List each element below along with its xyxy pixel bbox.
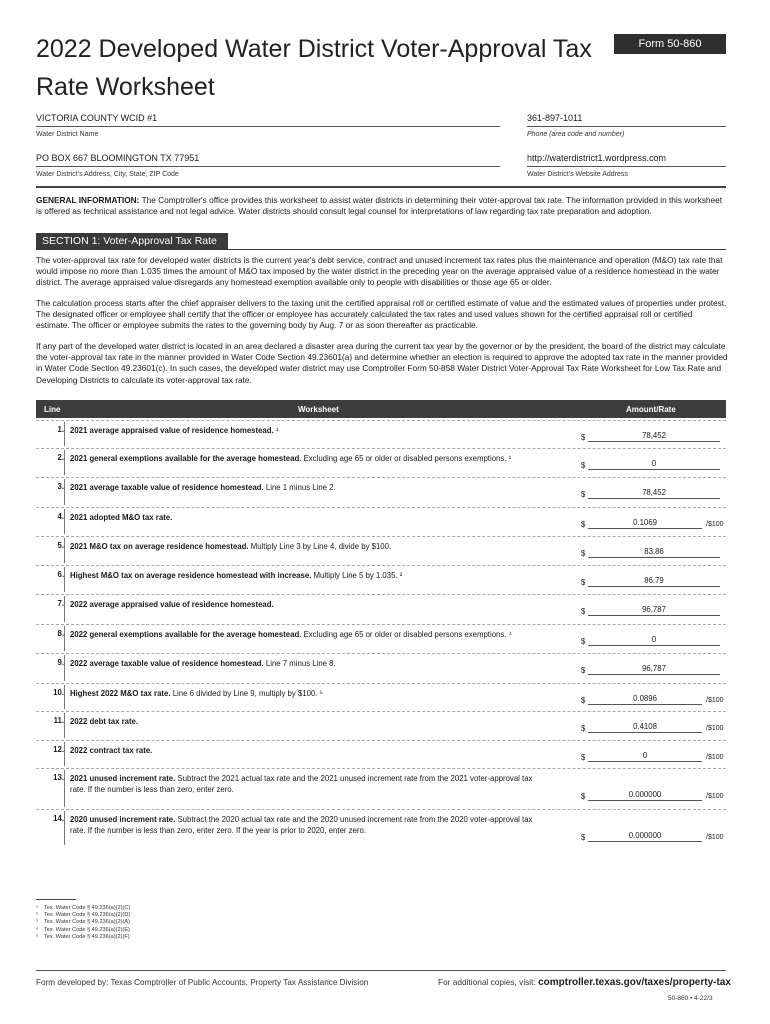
line-instructions: Subtract the 2020 actual tax rate and the 2020 unused increment rate from the 2020 voter-approval tax rate. If the number is less than zero, enter zero. If the year is prior to 2020, enter zero.: [70, 815, 533, 835]
dollar-sign: $: [581, 637, 586, 646]
line-instructions: Multiply Line 5 by 1.035. ²: [311, 571, 403, 580]
row-divider: [36, 768, 726, 769]
general-info-heading: GENERAL INFORMATION:: [36, 195, 140, 205]
amount-field[interactable]: 78,452: [588, 488, 720, 499]
dollar-sign: $: [581, 696, 586, 705]
footnote-mark: ³: [36, 919, 38, 926]
line-number: 1.: [57, 425, 64, 434]
line-instructions: ¹: [273, 426, 279, 435]
footnotes: [36, 905, 130, 941]
line-description: [70, 814, 548, 836]
line-number: 7.: [57, 599, 64, 608]
dollar-sign: $: [581, 833, 586, 842]
footer-copies-prefix: For additional copies, visit:: [438, 977, 536, 987]
phone-label: Phone (area code and number): [527, 131, 625, 138]
row-rule: [64, 450, 65, 475]
dollar-sign: $: [581, 520, 586, 529]
dollar-sign: $: [581, 433, 586, 442]
amount-field[interactable]: 86.79: [588, 576, 720, 587]
footer-credit: Form developed by: Texas Comptroller of Public Accounts, Property Tax Assistance Division: [36, 978, 369, 987]
line-number: 3.: [57, 482, 64, 491]
line-instructions: Line 6 divided by Line 9, multiply by $100. ⁵: [170, 689, 323, 698]
amount-field[interactable]: 78,452: [588, 431, 720, 442]
line-instructions: Excluding age 65 or older or disabled persons exemptions. ¹: [301, 454, 512, 463]
line-description: [70, 599, 548, 610]
amount-field[interactable]: 96,787: [588, 605, 720, 616]
footer-rule: [36, 970, 726, 971]
section-1-heading: SECTION 1: Voter-Approval Tax Rate: [36, 233, 228, 250]
column-header-worksheet: Worksheet: [298, 405, 339, 414]
line-label: 2021 general exemptions available for the average homestead.: [70, 454, 302, 463]
rate-unit: /$100: [706, 793, 724, 800]
line-description: [70, 425, 548, 436]
row-rule: [64, 567, 65, 592]
line-description: [70, 512, 548, 523]
row-rule: [64, 742, 65, 766]
footnote-text: Tex. Water Code § 49.236(a)(2)(E): [44, 926, 130, 933]
address-field[interactable]: [36, 153, 500, 178]
footnote: [36, 934, 130, 941]
rate-unit: /$100: [706, 834, 724, 841]
row-divider: [36, 448, 726, 449]
footnote-mark: ⁴: [36, 926, 39, 933]
footnote: [36, 905, 130, 912]
dollar-sign: $: [581, 490, 586, 499]
row-rule: [64, 422, 65, 446]
line-description: [70, 773, 548, 795]
district-name-value: VICTORIA COUNTY WCID #1: [36, 113, 158, 123]
amount-field[interactable]: 0: [588, 635, 720, 646]
row-divider: [36, 536, 726, 537]
line-number: 14.: [53, 814, 64, 823]
amount-field[interactable]: 0.1069: [588, 518, 702, 529]
form-code: 50-860 • 4-22/3: [668, 995, 713, 1002]
line-description: [70, 658, 548, 669]
line-label: 2021 M&O tax on average residence homestead.: [70, 542, 249, 551]
dollar-sign: $: [581, 578, 586, 587]
footnote: [36, 919, 130, 926]
row-divider: [36, 809, 726, 810]
amount-field[interactable]: 0.000000: [588, 831, 702, 842]
section-rule: [228, 249, 726, 250]
line-description: [70, 716, 548, 727]
dollar-sign: $: [581, 607, 586, 616]
dollar-sign: $: [581, 724, 586, 733]
line-number: 10.: [53, 688, 64, 697]
rate-unit: /$100: [706, 754, 724, 761]
row-rule: [64, 770, 65, 807]
line-label: 2021 average appraised value of residence homestead.: [70, 426, 274, 435]
amount-field[interactable]: 0.0896: [588, 694, 702, 705]
footnote: [36, 912, 130, 919]
address-value: PO BOX 667 BLOOMINGTON TX 77951: [36, 153, 200, 163]
line-instructions: Subtract the 2021 actual tax rate and the 2021 unused increment rate from the 2021 voter-approval tax rate. If the number is less than zero, enter zero.: [70, 774, 533, 794]
section-paragraph-3: If any part of the developed water district is located in an area declared a disaster area during the current tax year by the governor or by the president, the board of the district may calculate the voter-approval tax rate in the manner provided in Water Code Section 49.23601(a) and determine whether an election is required to approve the adopted tax rate in the manner provided in Water Code Section 49.23601(c). In such cases, the developed water district may use Comptroller Form 50-858 Water District Voter-Approval Tax Rate Worksheet for Low Tax Rate and Developing Districts to calculate its voter-approval tax rate.: [36, 341, 728, 385]
footnote-text: Tex. Water Code § 49.236(a)(2)(D): [44, 912, 131, 919]
line-number: 6.: [57, 570, 64, 579]
district-name-field[interactable]: [36, 113, 500, 138]
line-label: 2022 average appraised value of residence homestead.: [70, 600, 274, 609]
rate-unit: /$100: [706, 725, 724, 732]
line-description: [70, 629, 548, 640]
row-divider: [36, 507, 726, 508]
line-label: 2022 contract tax rate.: [70, 746, 153, 755]
row-divider: [36, 711, 726, 712]
address-label: Water District's Address, City, State, ZIP Code: [36, 171, 179, 178]
row-divider: [36, 653, 726, 654]
dollar-sign: $: [581, 666, 586, 675]
website-label: Water District's Website Address: [527, 171, 628, 178]
footnote-text: Tex. Water Code § 49.236(a)(2)(C): [44, 905, 131, 911]
footnote-rule: [36, 899, 76, 900]
amount-field[interactable]: 0: [588, 751, 702, 762]
footnote-mark: ⁵: [36, 933, 39, 940]
line-instructions: Line 1 minus Line 2.: [263, 483, 336, 492]
line-number: 4.: [57, 512, 64, 521]
row-divider: [36, 565, 726, 566]
page-title: 2022 Developed Water District Voter-Approval Tax Rate Worksheet: [36, 35, 592, 101]
phone-field[interactable]: [527, 113, 726, 138]
line-label: 2021 average taxable value of residence homestead.: [70, 483, 264, 492]
line-number: 2.: [57, 453, 64, 462]
line-number: 11.: [53, 716, 64, 725]
footnote-text: Tex. Water Code § 49.236(a)(2)(F): [44, 933, 130, 940]
general-info-text: The Comptroller's office provides this worksheet to assist water districts in determining their voter-approval tax rate. The information provided in this worksheet is offered as technical assistance and not legal advice. Water districts should consult legal counsel for interpretations of law regarding tax rate preparation and adoption.: [36, 195, 723, 217]
row-rule: [64, 685, 65, 709]
line-description: [70, 482, 548, 493]
footnote-mark: ¹: [36, 905, 38, 911]
amount-field[interactable]: 0.4108: [588, 722, 702, 733]
divider: [36, 186, 726, 188]
line-label: 2022 general exemptions available for the average homestead.: [70, 630, 302, 639]
line-label: 2020 unused increment rate.: [70, 815, 176, 824]
row-divider: [36, 420, 726, 421]
rate-unit: /$100: [706, 697, 724, 704]
line-description: [70, 541, 548, 552]
website-field[interactable]: [527, 153, 726, 178]
form-number-badge: Form 50-860: [614, 34, 726, 54]
line-description: [70, 745, 548, 756]
footnote-text: Tex. Water Code § 49.236(a)(2)(A): [44, 919, 130, 926]
line-instructions: Excluding age 65 or older or disabled persons exemptions. ⁴: [301, 630, 512, 639]
comptroller-link[interactable]: comptroller.texas.gov/taxes/property-tax: [538, 977, 731, 988]
line-label: 2021 adopted M&O tax rate.: [70, 513, 173, 522]
line-label: 2022 average taxable value of residence homestead.: [70, 659, 264, 668]
section-paragraph-1: The voter-approval tax rate for developed water districts is the current year's debt service, contract and unused increment tax rates plus the maintenance and operation (M&O) tax rate that would impose no more than 1.035 times the amount of M&O tax imposed by the water district in the preceding year on the average appraised value of a residence homestead in the water district. The average appraised value disregards any homestead exemption available only to people with disabilities or those age 65 or older.: [36, 255, 723, 288]
phone-value: 361-897-1011: [527, 113, 583, 123]
amount-field[interactable]: 96,787: [588, 664, 720, 675]
row-rule: [64, 811, 65, 845]
dollar-sign: $: [581, 549, 586, 558]
row-rule: [64, 538, 65, 563]
row-rule: [64, 509, 65, 534]
row-rule: [64, 626, 65, 651]
line-number: 12.: [53, 745, 64, 754]
website-value: http://waterdistrict1.wordpress.com: [527, 153, 667, 163]
dollar-sign: $: [581, 461, 586, 470]
column-header-line: Line: [44, 405, 61, 414]
amount-field[interactable]: 0.000000: [588, 790, 702, 801]
line-number: 8.: [57, 629, 64, 638]
dollar-sign: $: [581, 753, 586, 762]
amount-field[interactable]: 0: [588, 459, 720, 470]
line-instructions: Multiply Line 3 by Line 4, divide by $100.: [248, 542, 392, 551]
line-number: 5.: [57, 541, 64, 550]
line-label: 2022 debt tax rate.: [70, 717, 139, 726]
line-label: Highest M&O tax on average residence homestead with increase.: [70, 571, 312, 580]
line-description: [70, 570, 548, 581]
line-number: 13.: [53, 773, 64, 782]
line-instructions: Line 7 minus Line 8.: [263, 659, 336, 668]
row-rule: [64, 713, 65, 738]
line-description: [70, 453, 548, 464]
worksheet-table-header: [36, 400, 726, 418]
footnote: [36, 927, 130, 934]
row-divider: [36, 683, 726, 684]
rate-unit: /$100: [706, 521, 724, 528]
line-label: Highest 2022 M&O tax rate.: [70, 689, 171, 698]
line-number: 9.: [57, 658, 64, 667]
district-name-label: Water District Name: [36, 131, 99, 138]
section-paragraph-2: The calculation process starts after the chief appraiser delivers to the taxing unit the certified appraisal roll or certified estimate of value and the estimated values of properties under protest. The designated officer or employee shall certify that the officer or employee has accurately calculated the tax rates and used values shown for the certified appraisal roll or certified estimate. The officer or employee submits the rates to the governing body by Aug. 7 or as soon thereafter as practicable.: [36, 298, 727, 331]
column-header-amount: Amount/Rate: [626, 405, 676, 414]
dollar-sign: $: [581, 792, 586, 801]
row-divider: [36, 477, 726, 478]
amount-field[interactable]: 83.86: [588, 547, 720, 558]
row-rule: [64, 596, 65, 622]
general-information: [36, 195, 728, 217]
row-divider: [36, 594, 726, 595]
footnote-mark: ²: [36, 912, 38, 919]
footer-copies: [438, 977, 731, 988]
row-divider: [36, 624, 726, 625]
line-description: [70, 688, 548, 699]
line-label: 2021 unused increment rate.: [70, 774, 176, 783]
row-rule: [64, 479, 65, 505]
row-divider: [36, 740, 726, 741]
row-rule: [64, 655, 65, 681]
